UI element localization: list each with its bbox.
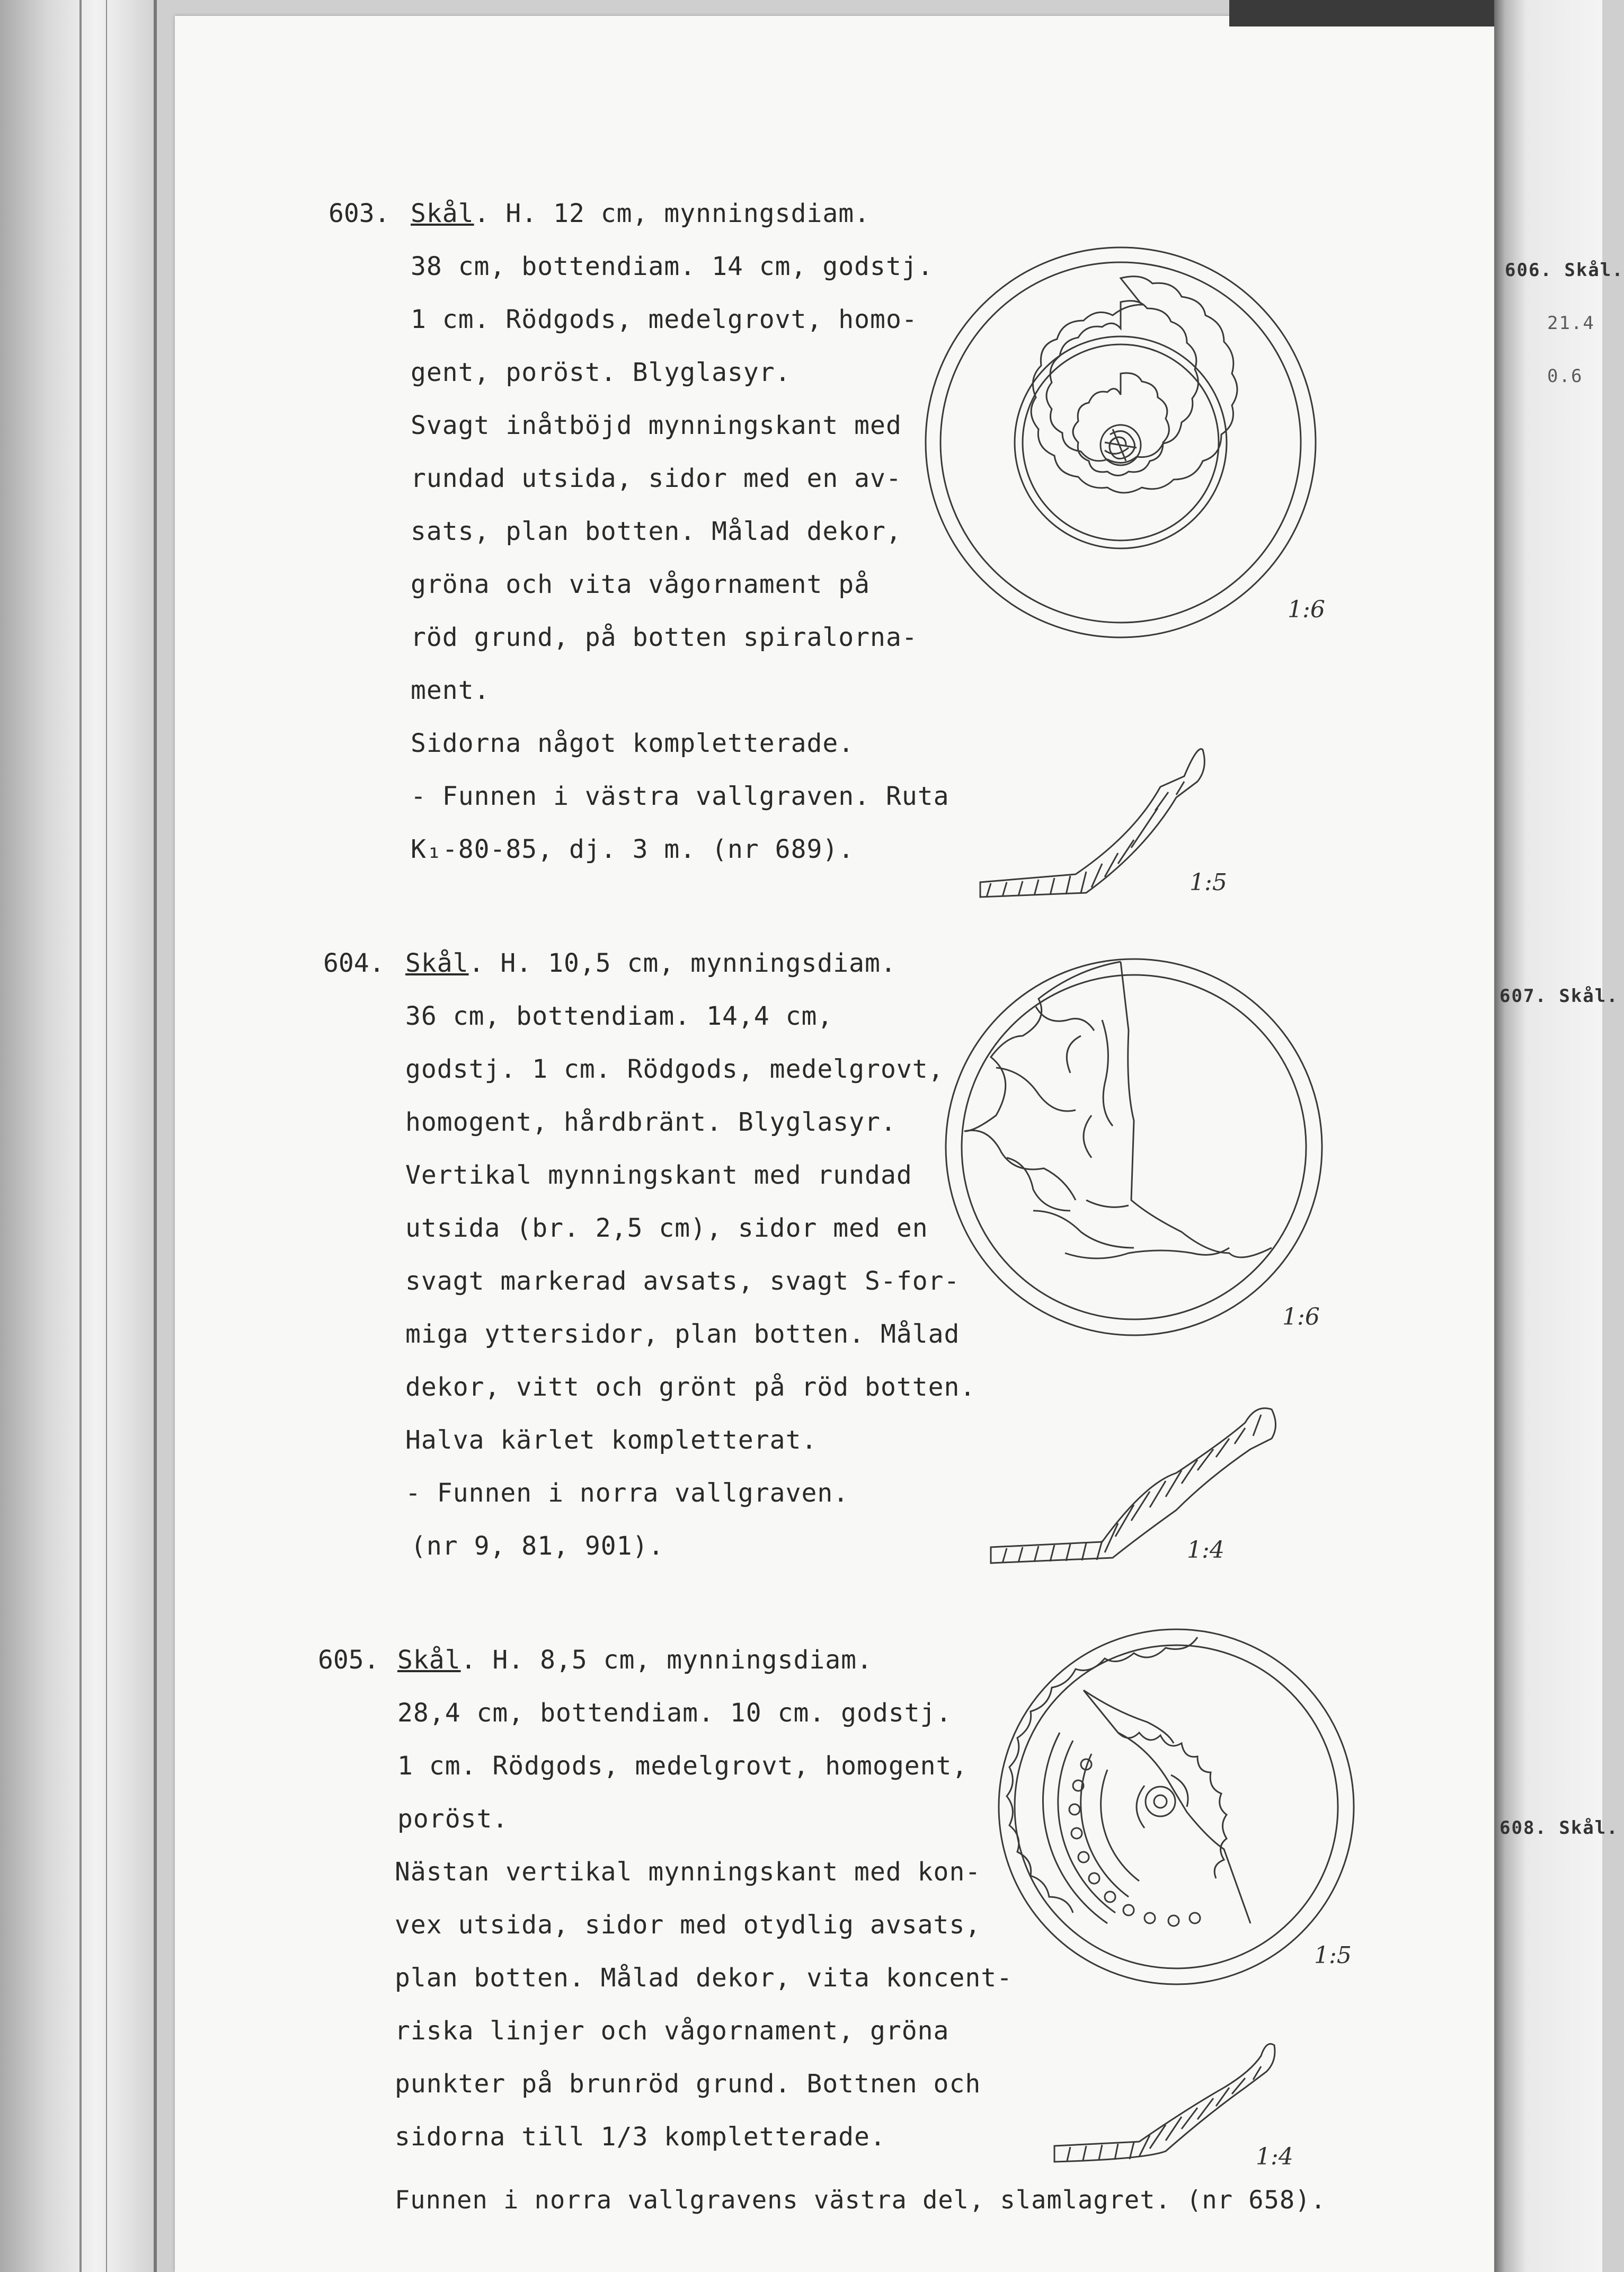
entry-line: K₁-80-85, dj. 3 m. (nr 689). <box>411 835 855 864</box>
entry-first-line: Skål. H. 12 cm, mynningsdiam. <box>411 199 871 228</box>
entry-line: 36 cm, bottendiam. 14,4 cm, <box>405 1001 833 1031</box>
next-page-text: 21.4 <box>1547 313 1595 334</box>
next-page-entry: 606. Skål. <box>1505 260 1624 281</box>
entry-line: (nr 9, 81, 901). <box>411 1531 664 1561</box>
entry-line: poröst. <box>397 1804 509 1834</box>
entry-line: homogent, hårdbränt. Blyglasyr. <box>405 1107 897 1137</box>
entry-line: - Funnen i västra vallgraven. Ruta <box>411 782 949 811</box>
next-page-entry: 607. Skål. <box>1499 986 1619 1007</box>
entry-line: gröna och vita vågornament på <box>411 570 871 599</box>
entry-number: 605. <box>318 1645 379 1675</box>
scale-label: 1:5 <box>1190 869 1227 896</box>
scale-label: 1:6 <box>1288 596 1325 623</box>
entry-line: utsida (br. 2,5 cm), sidor med en <box>405 1213 928 1243</box>
binding-edge-line <box>154 0 157 2272</box>
binding-edge-line <box>79 0 82 2272</box>
entry-line: svagt markerad avsats, svagt S-for- <box>405 1266 960 1296</box>
bowl-603-top-view <box>922 244 1319 641</box>
page-tab <box>1229 0 1494 26</box>
entry-line: miga yttersidor, plan botten. Målad <box>405 1319 960 1349</box>
next-page-entry: 608. Skål. <box>1499 1817 1619 1839</box>
entry-number: 604. <box>323 948 385 978</box>
entry-line: Nästan vertikal mynningskant med kon- <box>395 1857 981 1887</box>
entry-line: 38 cm, bottendiam. 14 cm, godstj. <box>411 252 934 281</box>
entry-line: 1 cm. Rödgods, medelgrovt, homo- <box>411 305 918 334</box>
entry-line: dekor, vitt och grönt på röd botten. <box>405 1372 976 1402</box>
next-page-edge <box>1494 0 1602 2272</box>
entry-line: vex utsida, sidor med otydlig avsats, <box>395 1910 981 1940</box>
bowl-605-profile <box>1049 2029 1282 2178</box>
entry-line: Sidorna något kompletterade. <box>411 729 855 758</box>
entry-line: 28,4 cm, bottendiam. 10 cm. godstj. <box>397 1698 952 1728</box>
entry-line: Vertikal mynningskant med rundad <box>405 1160 912 1190</box>
entry-line: godstj. 1 cm. Rödgods, medelgrovt, <box>405 1054 944 1084</box>
entry-line: riska linjer och vågornament, gröna <box>395 2016 949 2046</box>
entry-number: 603. <box>329 199 390 228</box>
entry-title: Skål <box>397 1645 461 1675</box>
entry-title: Skål <box>411 199 474 228</box>
entry-line: - Funnen i norra vallgraven. <box>405 1478 849 1508</box>
binding-edge-line <box>106 0 107 2272</box>
next-page-text: 0.6 <box>1547 366 1583 387</box>
entry-line: ment. <box>411 676 490 705</box>
entry-line: plan botten. Målad dekor, vita koncent- <box>395 1963 1013 1993</box>
entry-title: Skål <box>405 948 469 978</box>
bowl-604-profile <box>986 1399 1288 1579</box>
entry-line: Svagt inåtböjd mynningskant med <box>411 411 902 440</box>
entry-line: 1 cm. Rödgods, medelgrovt, homogent, <box>397 1751 968 1781</box>
scale-label: 1:4 <box>1187 1537 1224 1564</box>
entry-line: sats, plan botten. Målad dekor, <box>411 517 902 546</box>
bowl-605-top-view <box>996 1627 1356 1987</box>
scale-label: 1:6 <box>1282 1303 1320 1330</box>
scale-label: 1:4 <box>1256 2143 1293 2170</box>
entry-first-line: Skål. H. 8,5 cm, mynningsdiam. <box>397 1645 873 1675</box>
entry-line: Funnen i norra vallgravens västra del, slamlagret. (nr 658). <box>395 2186 1326 2215</box>
bowl-604-top-view <box>943 956 1325 1338</box>
scale-label: 1:5 <box>1314 1942 1352 1969</box>
entry-line: rundad utsida, sidor med en av- <box>411 464 902 493</box>
entry-line: röd grund, på botten spiralorna- <box>411 623 918 652</box>
entry-line: Halva kärlet kompletterat. <box>405 1425 818 1455</box>
entry-line: gent, poröst. Blyglasyr. <box>411 358 791 387</box>
entry-line: sidorna till 1/3 kompletterade. <box>395 2122 886 2152</box>
entry-line: punkter på brunröd grund. Bottnen och <box>395 2069 981 2099</box>
entry-first-line: Skål. H. 10,5 cm, mynningsdiam. <box>405 948 897 978</box>
